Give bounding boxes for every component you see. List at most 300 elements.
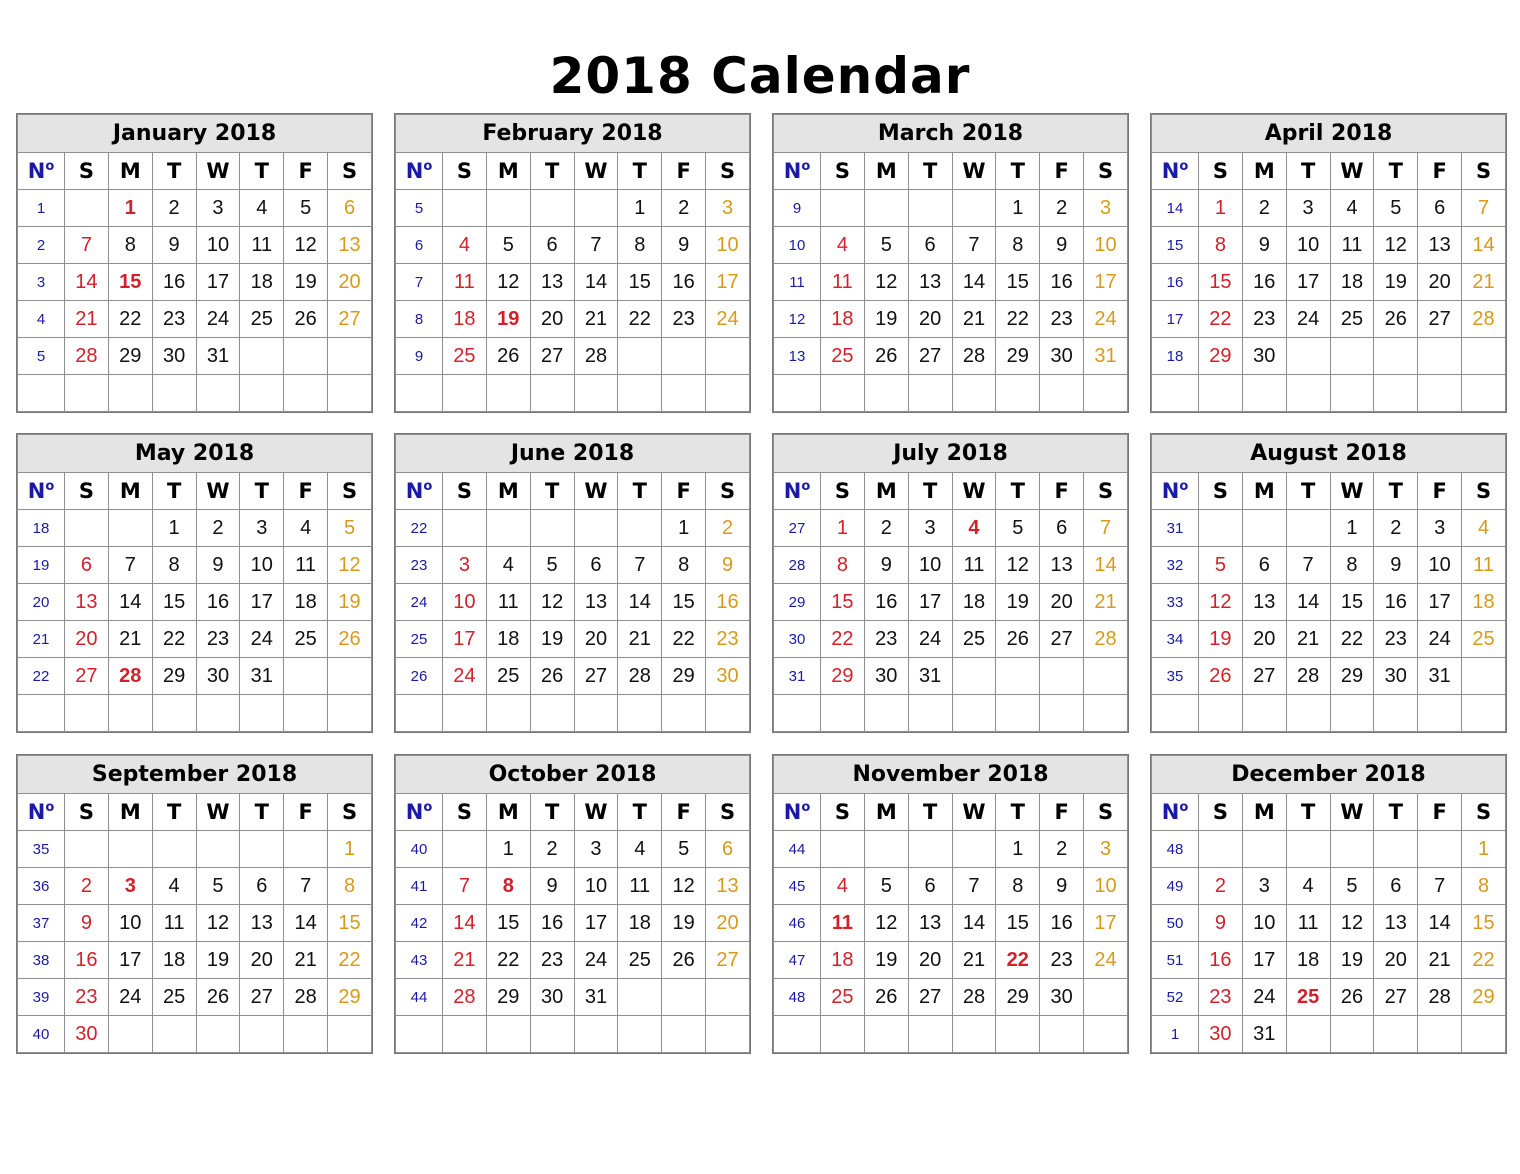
week-row bbox=[1152, 868, 1506, 905]
day-cell: 17 bbox=[706, 264, 750, 301]
day-cell: 19 bbox=[196, 942, 240, 979]
weekday-header: S bbox=[1199, 472, 1243, 510]
month-june bbox=[394, 433, 751, 733]
empty-cell bbox=[952, 190, 996, 227]
week-number-header: $N^o$ bbox=[18, 152, 65, 190]
empty-cell bbox=[1462, 1016, 1506, 1053]
day-cell: 13 bbox=[908, 264, 952, 301]
week-row bbox=[774, 979, 1128, 1016]
day-cell: 29 bbox=[1330, 658, 1374, 695]
empty-cell bbox=[574, 375, 618, 412]
day-cell: 31 bbox=[574, 979, 618, 1016]
weekday-header: S bbox=[1199, 152, 1243, 190]
day-cell: 18 bbox=[1330, 264, 1374, 301]
week-number: 26 bbox=[396, 658, 443, 695]
day-cell: 25 bbox=[618, 942, 662, 979]
day-cell: 23 bbox=[152, 301, 196, 338]
empty-cell bbox=[240, 695, 284, 732]
empty-cell bbox=[618, 338, 662, 375]
day-cell: 4 bbox=[952, 510, 996, 547]
empty-cell bbox=[65, 695, 109, 732]
weekday-header: W bbox=[1330, 152, 1374, 190]
empty-cell bbox=[1084, 695, 1128, 732]
day-cell: 16 bbox=[864, 584, 908, 621]
week-row bbox=[396, 695, 750, 732]
weekday-header: S bbox=[328, 472, 372, 510]
week-row bbox=[1152, 979, 1506, 1016]
day-cell: 27 bbox=[908, 338, 952, 375]
week-number: 14 bbox=[1152, 190, 1199, 227]
day-cell: 16 bbox=[1242, 264, 1286, 301]
day-cell: 9 bbox=[196, 547, 240, 584]
day-cell: 26 bbox=[196, 979, 240, 1016]
day-cell: 5 bbox=[328, 510, 372, 547]
week-number-header: $N^o$ bbox=[1152, 793, 1199, 831]
day-cell: 25 bbox=[152, 979, 196, 1016]
weekday-header: W bbox=[196, 152, 240, 190]
day-cell: 28 bbox=[65, 338, 109, 375]
empty-cell bbox=[1199, 375, 1243, 412]
weekday-header: T bbox=[618, 472, 662, 510]
week-row bbox=[396, 547, 750, 584]
day-cell: 11 bbox=[240, 227, 284, 264]
day-cell: 11 bbox=[443, 264, 487, 301]
day-cell: 24 bbox=[574, 942, 618, 979]
weekday-header: F bbox=[1418, 152, 1462, 190]
day-cell: 16 bbox=[196, 584, 240, 621]
empty-cell bbox=[328, 375, 372, 412]
day-cell: 3 bbox=[108, 868, 152, 905]
weekday-header: W bbox=[1330, 793, 1374, 831]
empty-cell bbox=[908, 375, 952, 412]
day-cell: 20 bbox=[908, 301, 952, 338]
day-cell: 26 bbox=[864, 338, 908, 375]
day-cell: 22 bbox=[996, 942, 1040, 979]
day-cell: 1 bbox=[152, 510, 196, 547]
week-number: 32 bbox=[1152, 547, 1199, 584]
week-number: 7 bbox=[396, 264, 443, 301]
month-march bbox=[772, 113, 1129, 413]
week-row bbox=[18, 301, 372, 338]
weekday-header: T bbox=[1286, 793, 1330, 831]
day-cell: 11 bbox=[486, 584, 530, 621]
day-cell: 27 bbox=[328, 301, 372, 338]
day-cell: 22 bbox=[108, 301, 152, 338]
weekday-header: S bbox=[821, 472, 865, 510]
day-cell: 30 bbox=[864, 658, 908, 695]
week-number: 21 bbox=[18, 621, 65, 658]
weekday-header: T bbox=[996, 793, 1040, 831]
empty-cell bbox=[328, 1016, 372, 1053]
week-number bbox=[18, 695, 65, 732]
week-row bbox=[396, 338, 750, 375]
weekday-header: T bbox=[240, 472, 284, 510]
week-number-header: $N^o$ bbox=[18, 793, 65, 831]
day-cell: 8 bbox=[108, 227, 152, 264]
day-cell: 4 bbox=[1462, 510, 1506, 547]
empty-cell bbox=[864, 1016, 908, 1053]
weekday-header: T bbox=[618, 152, 662, 190]
day-cell: 19 bbox=[662, 905, 706, 942]
day-cell: 5 bbox=[530, 547, 574, 584]
empty-cell bbox=[530, 510, 574, 547]
day-cell: 20 bbox=[530, 301, 574, 338]
day-cell: 23 bbox=[1040, 301, 1084, 338]
empty-cell bbox=[1330, 831, 1374, 868]
day-cell: 24 bbox=[1084, 942, 1128, 979]
day-cell: 28 bbox=[952, 338, 996, 375]
week-row bbox=[396, 905, 750, 942]
week-number bbox=[1152, 695, 1199, 732]
empty-cell bbox=[706, 375, 750, 412]
day-cell: 12 bbox=[486, 264, 530, 301]
day-cell: 2 bbox=[662, 190, 706, 227]
week-number: 52 bbox=[1152, 979, 1199, 1016]
week-number-header: $N^o$ bbox=[18, 472, 65, 510]
empty-cell bbox=[108, 1016, 152, 1053]
empty-cell bbox=[618, 695, 662, 732]
day-cell: 30 bbox=[1374, 658, 1418, 695]
day-cell: 12 bbox=[196, 905, 240, 942]
day-cell: 14 bbox=[1084, 547, 1128, 584]
day-cell: 21 bbox=[284, 942, 328, 979]
day-cell: 17 bbox=[1242, 942, 1286, 979]
week-number: 38 bbox=[18, 942, 65, 979]
week-row bbox=[18, 547, 372, 584]
empty-cell bbox=[662, 979, 706, 1016]
day-cell: 5 bbox=[486, 227, 530, 264]
day-cell: 20 bbox=[1040, 584, 1084, 621]
empty-cell bbox=[706, 338, 750, 375]
day-cell: 1 bbox=[996, 190, 1040, 227]
weekday-header: M bbox=[1242, 793, 1286, 831]
weekday-header: M bbox=[1242, 152, 1286, 190]
day-cell: 22 bbox=[662, 621, 706, 658]
empty-cell bbox=[530, 695, 574, 732]
empty-cell bbox=[486, 695, 530, 732]
day-cell: 29 bbox=[1199, 338, 1243, 375]
empty-cell bbox=[65, 375, 109, 412]
month-title: August 2018 bbox=[1152, 435, 1506, 473]
weekday-header: S bbox=[443, 152, 487, 190]
day-cell: 27 bbox=[574, 658, 618, 695]
empty-cell bbox=[821, 831, 865, 868]
empty-cell bbox=[1374, 375, 1418, 412]
weekday-header: S bbox=[1084, 793, 1128, 831]
week-row bbox=[1152, 621, 1506, 658]
day-cell: 27 bbox=[530, 338, 574, 375]
empty-cell bbox=[996, 1016, 1040, 1053]
day-cell: 4 bbox=[1330, 190, 1374, 227]
day-cell: 7 bbox=[65, 227, 109, 264]
day-cell: 26 bbox=[662, 942, 706, 979]
day-cell: 18 bbox=[240, 264, 284, 301]
day-cell: 7 bbox=[1286, 547, 1330, 584]
week-number: 45 bbox=[774, 868, 821, 905]
month-august bbox=[1150, 433, 1507, 733]
day-cell: 1 bbox=[486, 831, 530, 868]
day-cell: 26 bbox=[1374, 301, 1418, 338]
week-row bbox=[774, 695, 1128, 732]
day-cell: 2 bbox=[65, 868, 109, 905]
empty-cell bbox=[706, 695, 750, 732]
weekday-header: F bbox=[284, 152, 328, 190]
empty-cell bbox=[1330, 375, 1374, 412]
day-cell: 17 bbox=[908, 584, 952, 621]
empty-cell bbox=[530, 1016, 574, 1053]
day-cell: 8 bbox=[486, 868, 530, 905]
week-number: 10 bbox=[774, 227, 821, 264]
day-cell: 3 bbox=[1286, 190, 1330, 227]
week-number-header: $N^o$ bbox=[774, 793, 821, 831]
empty-cell bbox=[486, 190, 530, 227]
month-title: November 2018 bbox=[774, 756, 1128, 794]
day-cell: 30 bbox=[706, 658, 750, 695]
empty-cell bbox=[284, 338, 328, 375]
day-cell: 20 bbox=[1418, 264, 1462, 301]
week-number: 31 bbox=[774, 658, 821, 695]
week-row bbox=[18, 831, 372, 868]
week-row bbox=[774, 227, 1128, 264]
day-cell: 16 bbox=[706, 584, 750, 621]
day-cell: 24 bbox=[1418, 621, 1462, 658]
week-number: 34 bbox=[1152, 621, 1199, 658]
empty-cell bbox=[284, 1016, 328, 1053]
empty-cell bbox=[662, 338, 706, 375]
day-cell: 18 bbox=[821, 942, 865, 979]
day-cell: 20 bbox=[574, 621, 618, 658]
week-number-header: $N^o$ bbox=[396, 793, 443, 831]
day-cell: 6 bbox=[65, 547, 109, 584]
week-row bbox=[774, 1016, 1128, 1053]
day-cell: 22 bbox=[1199, 301, 1243, 338]
day-cell: 8 bbox=[618, 227, 662, 264]
empty-cell bbox=[574, 695, 618, 732]
week-number: 22 bbox=[396, 510, 443, 547]
day-cell: 18 bbox=[284, 584, 328, 621]
week-number: 31 bbox=[1152, 510, 1199, 547]
day-cell: 13 bbox=[908, 905, 952, 942]
empty-cell bbox=[240, 338, 284, 375]
week-number: 47 bbox=[774, 942, 821, 979]
empty-cell bbox=[952, 695, 996, 732]
empty-cell bbox=[1418, 831, 1462, 868]
page-title: 2018 Calendar bbox=[549, 47, 971, 105]
day-cell: 18 bbox=[952, 584, 996, 621]
empty-cell bbox=[618, 1016, 662, 1053]
day-cell: 7 bbox=[952, 227, 996, 264]
day-cell: 3 bbox=[574, 831, 618, 868]
day-cell: 16 bbox=[1199, 942, 1243, 979]
empty-cell bbox=[908, 695, 952, 732]
week-number: 24 bbox=[396, 584, 443, 621]
day-cell: 2 bbox=[1040, 190, 1084, 227]
day-cell: 22 bbox=[1330, 621, 1374, 658]
weekday-header: M bbox=[864, 472, 908, 510]
day-cell: 27 bbox=[908, 979, 952, 1016]
week-number: 1 bbox=[18, 190, 65, 227]
day-cell: 31 bbox=[1418, 658, 1462, 695]
day-cell: 11 bbox=[1462, 547, 1506, 584]
day-cell: 23 bbox=[1199, 979, 1243, 1016]
week-row bbox=[774, 375, 1128, 412]
empty-cell bbox=[662, 1016, 706, 1053]
week-number: 4 bbox=[18, 301, 65, 338]
day-cell: 15 bbox=[821, 584, 865, 621]
week-row bbox=[18, 584, 372, 621]
week-row bbox=[1152, 190, 1506, 227]
day-cell: 30 bbox=[196, 658, 240, 695]
empty-cell bbox=[1242, 695, 1286, 732]
day-cell: 15 bbox=[618, 264, 662, 301]
weekday-header: W bbox=[952, 793, 996, 831]
day-cell: 14 bbox=[574, 264, 618, 301]
week-number: 33 bbox=[1152, 584, 1199, 621]
empty-cell bbox=[328, 658, 372, 695]
weekday-header: T bbox=[1374, 152, 1418, 190]
month-january bbox=[16, 113, 373, 413]
week-number bbox=[396, 1016, 443, 1053]
empty-cell bbox=[1418, 1016, 1462, 1053]
day-cell: 17 bbox=[574, 905, 618, 942]
week-number: 29 bbox=[774, 584, 821, 621]
month-title: February 2018 bbox=[396, 115, 750, 153]
weekday-header: W bbox=[1330, 472, 1374, 510]
week-number bbox=[396, 375, 443, 412]
day-cell: 14 bbox=[952, 264, 996, 301]
empty-cell bbox=[706, 979, 750, 1016]
month-april bbox=[1150, 113, 1507, 413]
day-cell: 18 bbox=[1462, 584, 1506, 621]
week-row bbox=[1152, 695, 1506, 732]
day-cell: 2 bbox=[196, 510, 240, 547]
empty-cell bbox=[443, 1016, 487, 1053]
day-cell: 28 bbox=[443, 979, 487, 1016]
weekday-header: S bbox=[443, 793, 487, 831]
day-cell: 5 bbox=[864, 868, 908, 905]
day-cell: 28 bbox=[952, 979, 996, 1016]
empty-cell bbox=[1084, 1016, 1128, 1053]
day-cell: 3 bbox=[443, 547, 487, 584]
day-cell: 4 bbox=[284, 510, 328, 547]
day-cell: 12 bbox=[864, 264, 908, 301]
empty-cell bbox=[1040, 1016, 1084, 1053]
day-cell: 25 bbox=[486, 658, 530, 695]
empty-cell bbox=[65, 190, 109, 227]
week-number: 5 bbox=[396, 190, 443, 227]
day-cell: 2 bbox=[864, 510, 908, 547]
empty-cell bbox=[908, 831, 952, 868]
week-number: 17 bbox=[1152, 301, 1199, 338]
day-cell: 7 bbox=[618, 547, 662, 584]
week-row bbox=[18, 658, 372, 695]
day-cell: 6 bbox=[328, 190, 372, 227]
empty-cell bbox=[574, 1016, 618, 1053]
day-cell: 9 bbox=[152, 227, 196, 264]
empty-cell bbox=[1040, 375, 1084, 412]
day-cell: 4 bbox=[443, 227, 487, 264]
empty-cell bbox=[328, 695, 372, 732]
empty-cell bbox=[240, 375, 284, 412]
day-cell: 25 bbox=[284, 621, 328, 658]
weekday-header: W bbox=[574, 793, 618, 831]
day-cell: 20 bbox=[328, 264, 372, 301]
day-cell: 31 bbox=[1242, 1016, 1286, 1053]
day-cell: 15 bbox=[1199, 264, 1243, 301]
day-cell: 30 bbox=[530, 979, 574, 1016]
day-cell: 23 bbox=[530, 942, 574, 979]
week-number-header: $N^o$ bbox=[774, 152, 821, 190]
month-title: March 2018 bbox=[774, 115, 1128, 153]
week-row bbox=[396, 375, 750, 412]
weekday-header: M bbox=[108, 152, 152, 190]
empty-cell bbox=[108, 375, 152, 412]
day-cell: 24 bbox=[908, 621, 952, 658]
day-cell: 14 bbox=[1462, 227, 1506, 264]
empty-cell bbox=[443, 190, 487, 227]
week-row bbox=[396, 190, 750, 227]
weekday-header: T bbox=[1286, 152, 1330, 190]
day-cell: 20 bbox=[908, 942, 952, 979]
day-cell: 29 bbox=[821, 658, 865, 695]
weekday-header: T bbox=[908, 152, 952, 190]
week-row bbox=[1152, 264, 1506, 301]
empty-cell bbox=[196, 831, 240, 868]
weekday-header: T bbox=[908, 793, 952, 831]
day-cell: 16 bbox=[662, 264, 706, 301]
month-may bbox=[16, 433, 373, 733]
day-cell: 7 bbox=[1462, 190, 1506, 227]
month-september bbox=[16, 754, 373, 1054]
month-november bbox=[772, 754, 1129, 1054]
month-october bbox=[394, 754, 751, 1054]
day-cell: 10 bbox=[443, 584, 487, 621]
day-cell: 29 bbox=[662, 658, 706, 695]
empty-cell bbox=[1374, 1016, 1418, 1053]
empty-cell bbox=[662, 375, 706, 412]
day-cell: 24 bbox=[1286, 301, 1330, 338]
month-title: April 2018 bbox=[1152, 115, 1506, 153]
empty-cell bbox=[1040, 695, 1084, 732]
week-number: 13 bbox=[774, 338, 821, 375]
week-number: 49 bbox=[1152, 868, 1199, 905]
day-cell: 21 bbox=[952, 301, 996, 338]
week-row bbox=[18, 1016, 372, 1053]
week-row bbox=[774, 905, 1128, 942]
weekday-header: F bbox=[1040, 152, 1084, 190]
day-cell: 28 bbox=[108, 658, 152, 695]
weekday-header: M bbox=[486, 152, 530, 190]
week-row bbox=[1152, 227, 1506, 264]
day-cell: 5 bbox=[996, 510, 1040, 547]
empty-cell bbox=[1462, 338, 1506, 375]
day-cell: 1 bbox=[328, 831, 372, 868]
day-cell: 25 bbox=[821, 979, 865, 1016]
week-row bbox=[396, 510, 750, 547]
week-number: 3 bbox=[18, 264, 65, 301]
week-row bbox=[1152, 831, 1506, 868]
week-row bbox=[774, 831, 1128, 868]
day-cell: 6 bbox=[1418, 190, 1462, 227]
week-row bbox=[396, 658, 750, 695]
weekday-header: T bbox=[996, 152, 1040, 190]
empty-cell bbox=[821, 190, 865, 227]
week-row bbox=[774, 658, 1128, 695]
empty-cell bbox=[996, 375, 1040, 412]
day-cell: 16 bbox=[1040, 264, 1084, 301]
day-cell: 18 bbox=[443, 301, 487, 338]
week-row bbox=[1152, 547, 1506, 584]
